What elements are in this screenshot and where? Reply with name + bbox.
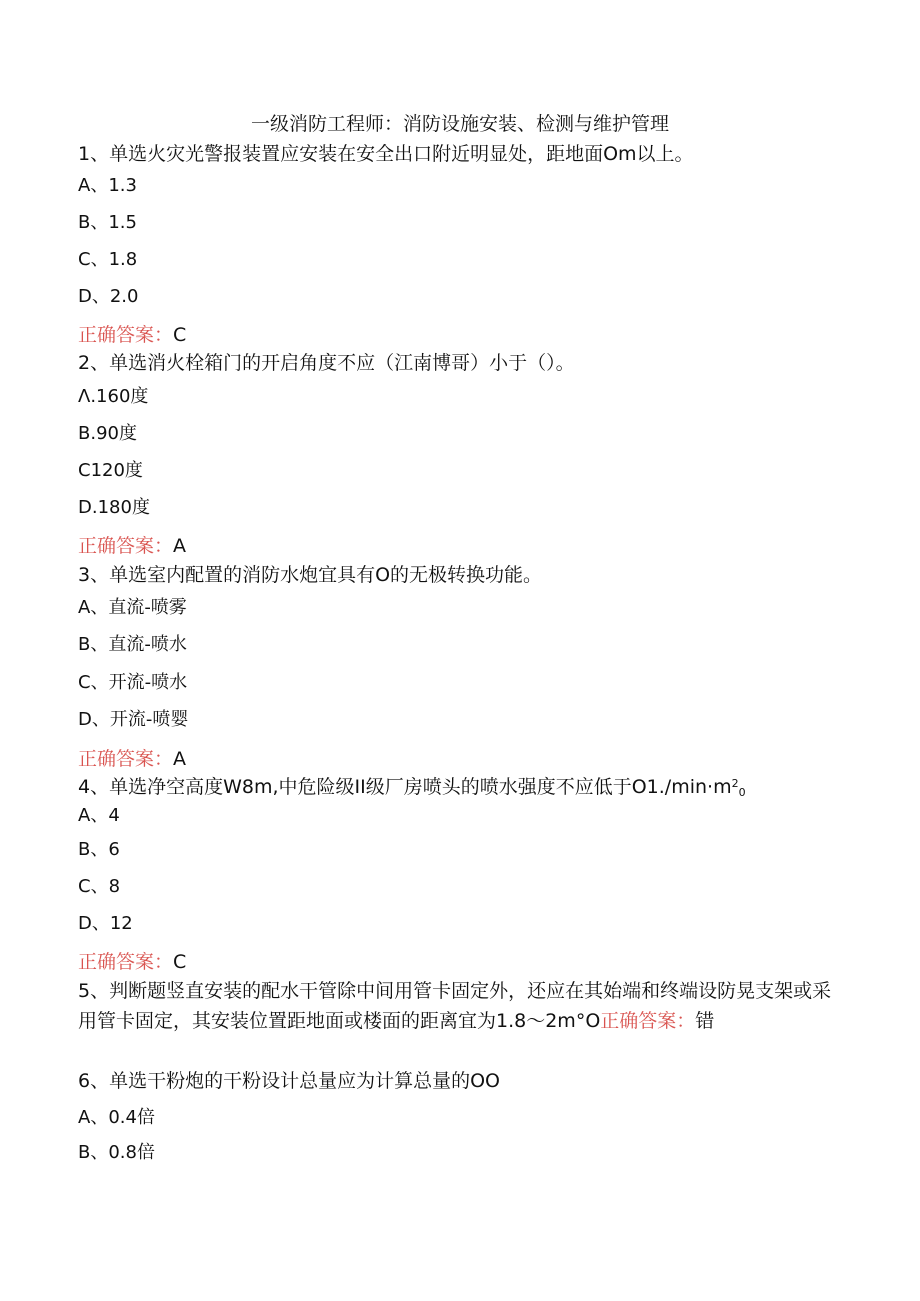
answer-value: C (173, 324, 187, 346)
question-6-stem: 6、单选干粉炮的干粉设计总量应为计算总量的OO (78, 1070, 500, 1092)
question-3-option-d: D、开流-喷婴 (78, 709, 189, 730)
question-5-block (78, 976, 838, 1036)
question-4-stem (78, 774, 746, 803)
question-2-option-d: D.180度 (78, 497, 150, 518)
question-1-stem: 1、单选火灾光警报装置应安装在安全出口附近明显处，距地面Om以上。 (78, 143, 694, 165)
answer-label: 正确答案： (600, 1010, 696, 1032)
question-1-option-b: B、1.5 (78, 212, 137, 233)
answer-label: 正确答案： (78, 951, 174, 973)
question-1-option-c: C、1.8 (78, 249, 138, 270)
answer-label: 正确答案： (78, 748, 174, 770)
unit-exponent: 2 (731, 777, 739, 790)
answer-label: 正确答案： (78, 535, 174, 557)
answer-value: 错 (695, 1010, 715, 1032)
page-title: 一级消防工程师：消防设施安装、检测与维护管理 (250, 113, 669, 135)
question-4-option-c: C、8 (78, 876, 121, 897)
stem-subscript: 0 (738, 786, 746, 799)
question-6-option-a: A、0.4倍 (78, 1107, 155, 1128)
question-6-option-b: B、0.8倍 (78, 1142, 155, 1163)
question-4-answer (78, 949, 186, 975)
answer-value: A (173, 748, 187, 770)
question-2-option-c: C120度 (78, 460, 143, 481)
question-4-stem-text: 4、单选净空高度W8m,中危险级II级厂房喷头的喷水强度不应低于O1./min·m (78, 776, 732, 798)
question-3-option-a: A、直流-喷雾 (78, 597, 187, 618)
question-2-stem: 2、单选消火栓箱门的开启角度不应（江南博哥）小于（）。 (78, 352, 575, 374)
question-3-option-b: B、直流-喷水 (78, 634, 187, 655)
question-2-answer (78, 533, 186, 559)
question-2-option-b: B.90度 (78, 423, 137, 444)
question-4-option-a: A、4 (78, 805, 120, 826)
answer-label: 正确答案： (78, 324, 174, 346)
question-3-stem: 3、单选室内配置的消防水炮宜具有O的无极转换功能。 (78, 564, 543, 586)
question-5-stem: 5、判断题竖直安装的配水干管除中间用管卡固定外，还应在其始端和终端设防晃支架或采用管卡固定，其安装位置距地面或楼面的距离宜为1.8～2m°O (78, 980, 832, 1032)
answer-value: A (173, 535, 187, 557)
question-3-option-c: C、开流-喷水 (78, 672, 188, 693)
question-4-option-b: B、6 (78, 839, 120, 860)
question-1-answer (78, 322, 186, 348)
question-1-option-d: D、2.0 (78, 286, 139, 307)
question-1-option-a: A、1.3 (78, 175, 137, 196)
question-2-option-a: Λ.160度 (78, 386, 149, 407)
question-3-answer (78, 746, 186, 772)
answer-value: C (173, 951, 187, 973)
question-4-option-d: D、12 (78, 913, 133, 934)
